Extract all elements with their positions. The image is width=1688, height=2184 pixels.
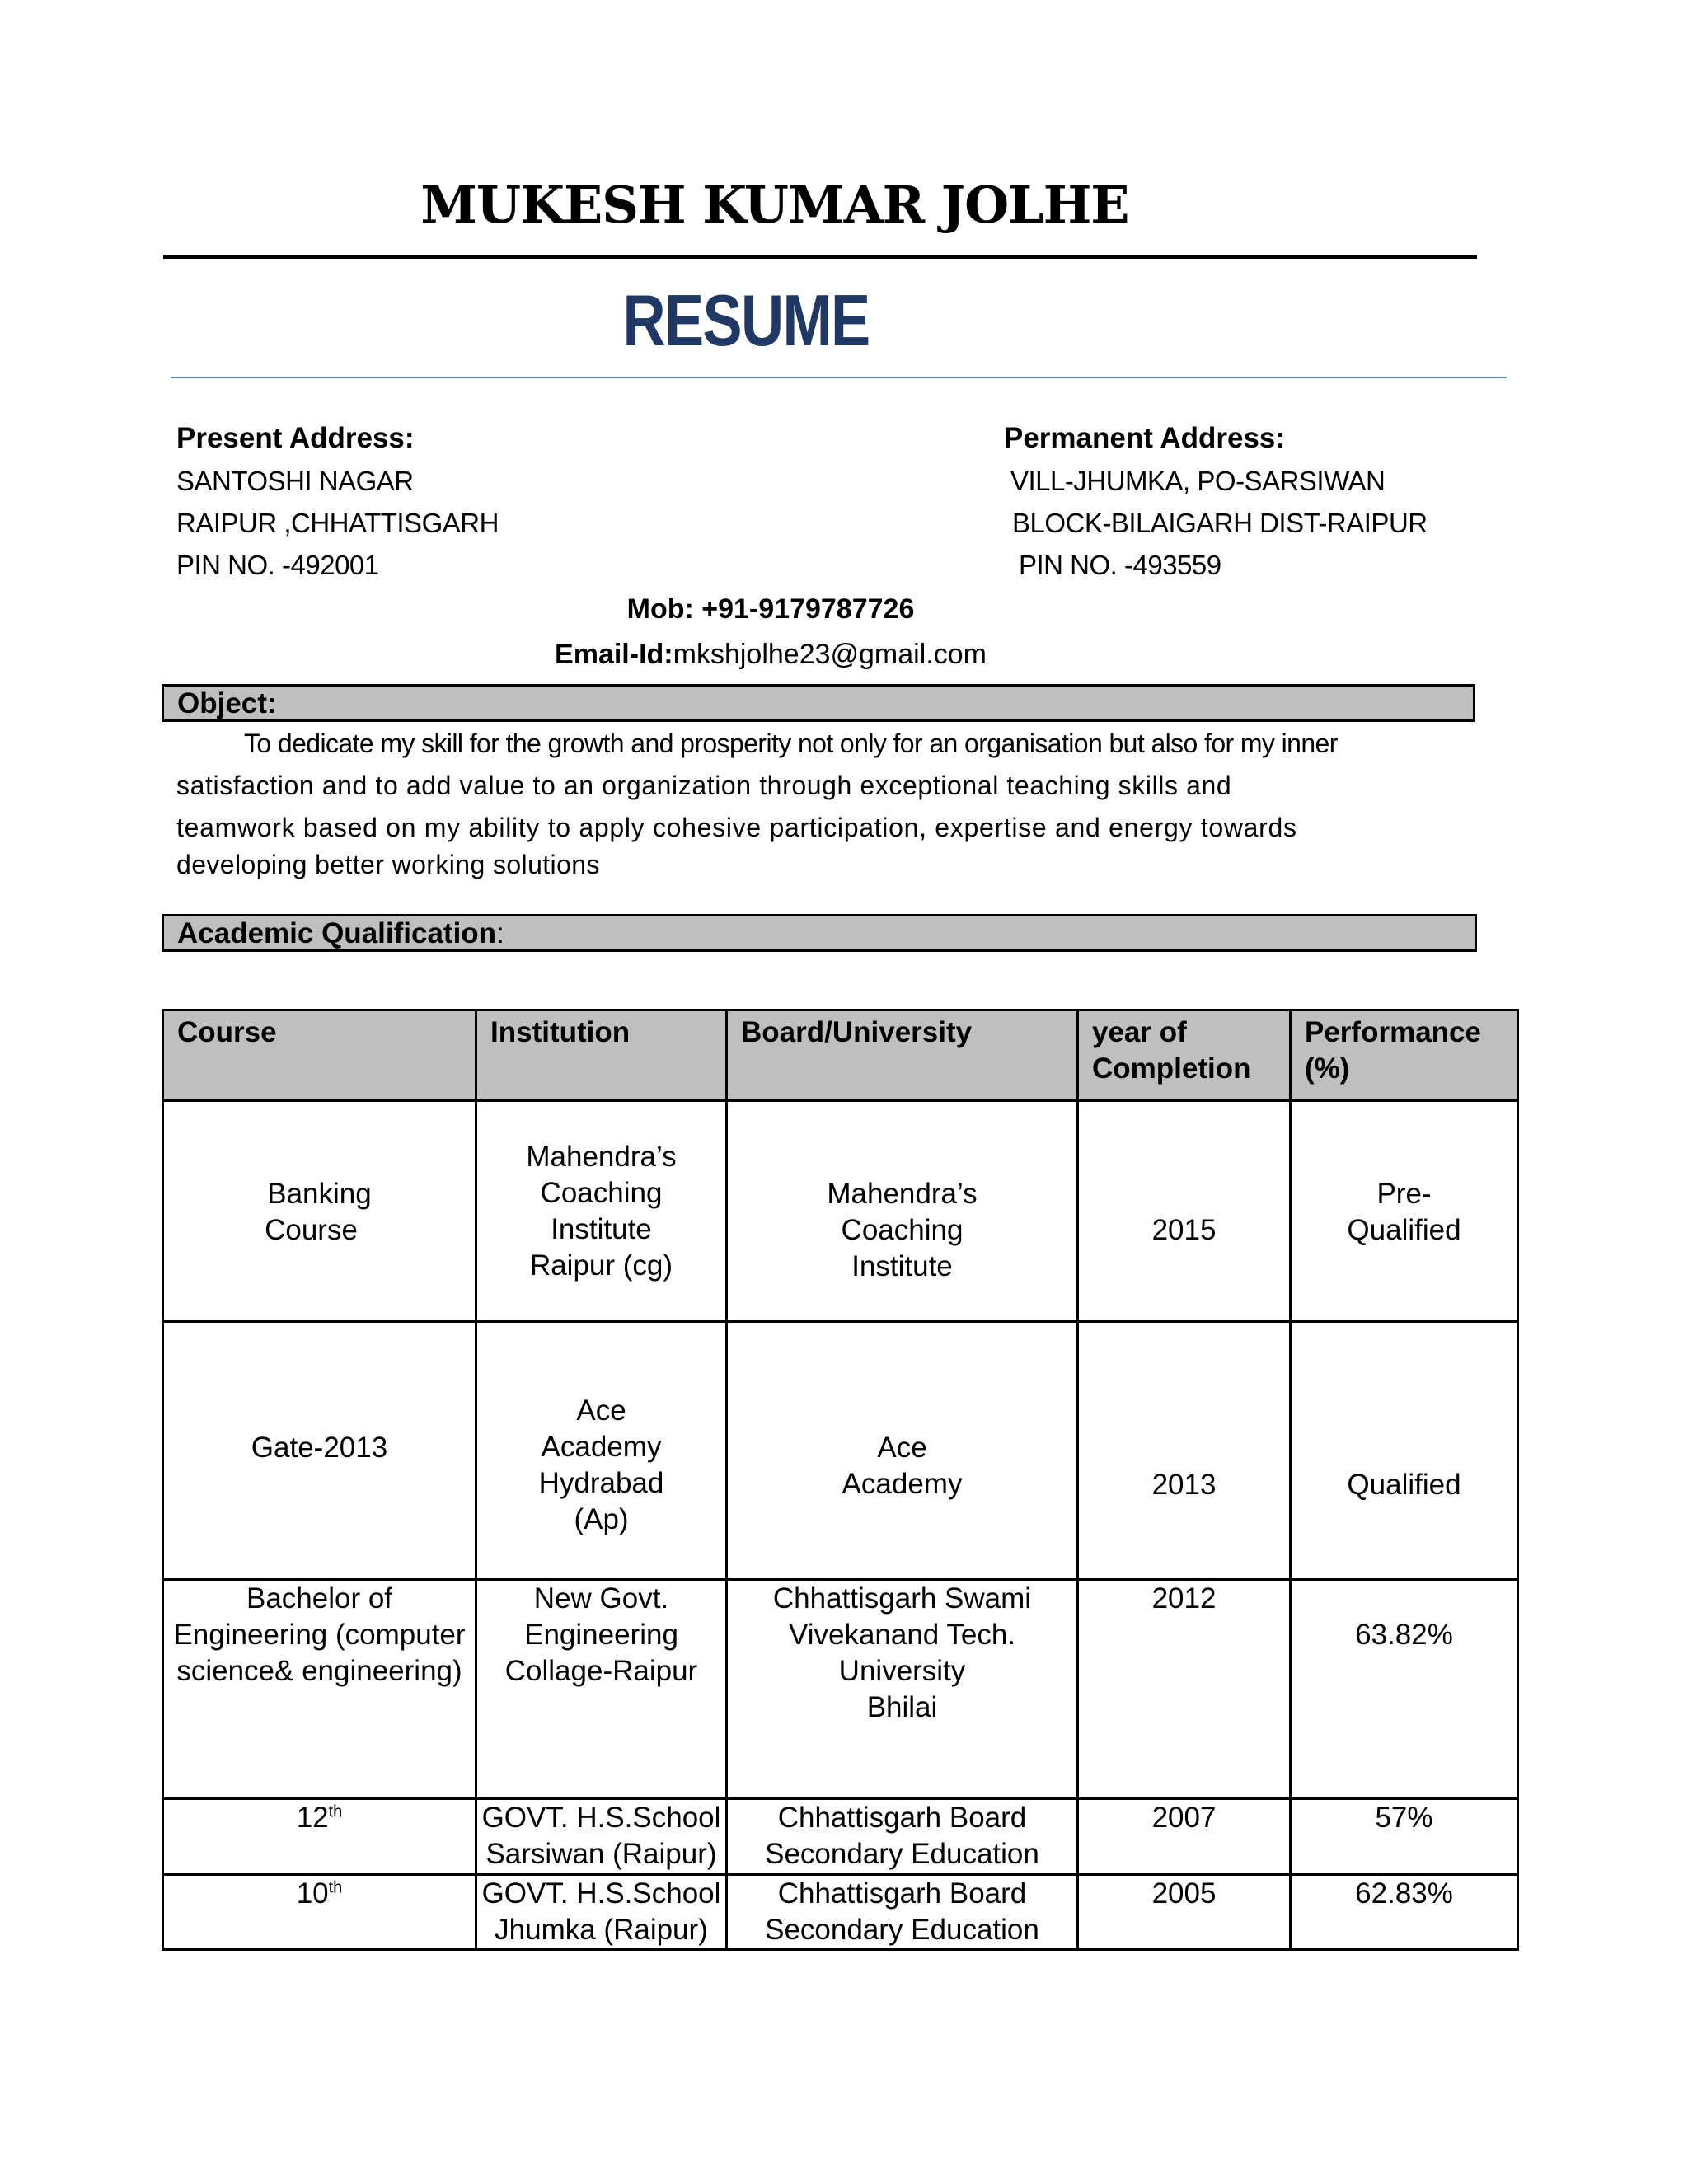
title-divider: [171, 377, 1507, 378]
cell-course: [163, 1875, 476, 1950]
cell-line: 2013: [1151, 1469, 1217, 1501]
cell-performance: [1291, 1580, 1518, 1799]
cell-line: Chhattisgarh Board: [777, 1877, 1027, 1910]
resume-title: RESUME: [622, 279, 870, 361]
cell-year: [1078, 1101, 1291, 1322]
cell-institution: [476, 1322, 727, 1580]
table-row: [163, 1799, 1518, 1875]
cell-board: [727, 1875, 1078, 1950]
mobile-number: [0, 593, 1541, 626]
cell-year: [1078, 1322, 1291, 1580]
cell-line: Jhumka (Raipur): [495, 1914, 708, 1946]
cell-line: 63.82%: [1355, 1619, 1453, 1651]
cell-line: Vivekanand Tech.: [788, 1619, 1016, 1651]
cell-line: Academy: [842, 1468, 963, 1500]
cell-line: Engineering (computer: [173, 1619, 466, 1651]
mobile-label: Mob:: [626, 593, 694, 625]
cell-board: [727, 1101, 1078, 1322]
cell-line: (Ap): [574, 1503, 629, 1535]
objective-heading: Object:: [177, 687, 277, 719]
email-label: Email-Id:: [555, 639, 673, 670]
present-address-heading: Present Address:: [176, 422, 415, 454]
academic-table: [162, 1009, 1519, 1951]
present-address-line: RAIPUR ,CHHATTISGARH: [176, 508, 499, 538]
header-divider: [163, 255, 1477, 259]
objective-heading-bar: [162, 684, 1475, 722]
cell-line: Course: [265, 1214, 358, 1246]
email-address: [0, 639, 1541, 671]
cell-course: [163, 1580, 476, 1799]
cell-line: [164, 1876, 475, 1912]
column-header-board: Board/University: [727, 1010, 1078, 1101]
course-ordinal: th: [328, 1802, 343, 1821]
cell-line: Ace: [877, 1432, 927, 1464]
mobile-value: +91-9179787726: [693, 593, 915, 625]
cell-line: Raipur (cg): [529, 1249, 673, 1282]
cell-line: 62.83%: [1355, 1877, 1453, 1910]
cell-year: [1078, 1580, 1291, 1799]
cell-line: Mahendra’s: [526, 1141, 677, 1173]
cell-board: [727, 1799, 1078, 1875]
academic-heading-colon: :: [496, 917, 504, 949]
cell-year: [1078, 1875, 1291, 1950]
cell-line: Ace: [576, 1394, 626, 1427]
table-row: [163, 1322, 1518, 1580]
cell-line: New Govt.: [533, 1582, 669, 1615]
objective-line: teamwork based on my ability to apply cohesive participation, expertise and energy towards: [176, 813, 1297, 842]
cell-line: GOVT. H.S.School: [481, 1877, 721, 1910]
cell-line: Institute: [851, 1250, 953, 1282]
permanent-address-line: PIN NO. -493559: [1019, 550, 1221, 580]
table-row: [163, 1101, 1518, 1322]
candidate-name: MUKESH KUMAR JOLHE: [420, 175, 1129, 235]
cell-line: Secondary Education: [765, 1838, 1039, 1870]
cell-performance: [1291, 1799, 1518, 1875]
cell-line: Coaching: [841, 1214, 964, 1246]
course-number: 10: [296, 1877, 329, 1910]
cell-line: GOVT. H.S.School: [481, 1802, 721, 1834]
cell-line: Chhattisgarh Swami: [772, 1582, 1032, 1615]
column-header-institution: Institution: [476, 1010, 727, 1101]
cell-performance: [1291, 1875, 1518, 1950]
cell-institution: [476, 1875, 727, 1950]
cell-line: [164, 1800, 475, 1836]
cell-line: 2007: [1151, 1802, 1217, 1834]
cell-line: 2015: [1151, 1214, 1217, 1246]
email-value: mkshjolhe23@gmail.com: [673, 639, 987, 670]
cell-line: Qualified: [1347, 1469, 1461, 1501]
cell-line: University: [838, 1655, 966, 1687]
course-ordinal: th: [328, 1878, 343, 1897]
table-row: [163, 1580, 1518, 1799]
cell-line: Bhilai: [866, 1691, 938, 1723]
cell-line: Collage-Raipur: [504, 1655, 698, 1687]
cell-course: [163, 1799, 476, 1875]
cell-line: Institute: [551, 1213, 652, 1245]
objective-text: [176, 723, 1479, 886]
cell-line: Sarsiwan (Raipur): [485, 1838, 717, 1870]
cell-year: [1078, 1799, 1291, 1875]
cell-board: [727, 1580, 1078, 1799]
objective-line: To dedicate my skill for the growth and prosperity not only for an organisation but also for my inner: [244, 729, 1338, 758]
cell-line: 57%: [1375, 1802, 1433, 1834]
cell-board: [727, 1322, 1078, 1580]
cell-performance: [1291, 1101, 1518, 1322]
course-number: 12: [296, 1802, 329, 1834]
cell-line: Hydrabad: [538, 1467, 664, 1499]
cell-performance: [1291, 1322, 1518, 1580]
cell-line: Qualified: [1347, 1214, 1461, 1246]
cell-line: Pre-: [1376, 1178, 1432, 1210]
cell-line: Bachelor of: [246, 1582, 393, 1615]
column-header-performance: Performance (%): [1291, 1010, 1518, 1101]
academic-heading: Academic Qualification: [177, 917, 497, 949]
cell-institution: [476, 1580, 727, 1799]
cell-line: Academy: [541, 1431, 662, 1463]
permanent-address-line: VILL-JHUMKA, PO-SARSIWAN: [1010, 466, 1386, 496]
cell-line: Coaching: [540, 1177, 663, 1209]
present-address-line: PIN NO. -492001: [176, 550, 379, 580]
academic-heading-bar: [162, 914, 1477, 952]
cell-line: 2012: [1151, 1582, 1217, 1615]
table-row: [163, 1875, 1518, 1950]
cell-line: Chhattisgarh Board: [777, 1802, 1027, 1834]
present-address-line: SANTOSHI NAGAR: [176, 466, 414, 496]
permanent-address-line: BLOCK-BILAIGARH DIST-RAIPUR: [1012, 508, 1428, 538]
cell-course: [163, 1101, 476, 1322]
cell-institution: [476, 1799, 727, 1875]
column-header-course: Course: [163, 1010, 476, 1101]
permanent-address-heading: Permanent Address:: [1004, 422, 1286, 454]
cell-institution: [476, 1101, 727, 1322]
cell-line: Banking: [267, 1178, 372, 1210]
cell-line: Secondary Education: [765, 1914, 1039, 1946]
cell-line: Engineering: [524, 1619, 678, 1651]
cell-line: Mahendra’s: [827, 1178, 978, 1210]
objective-line: developing better working solutions: [176, 850, 600, 879]
cell-line: science& engineering): [176, 1655, 462, 1687]
cell-line: 2005: [1151, 1877, 1217, 1910]
objective-line: satisfaction and to add value to an organization through exceptional teaching skills and: [176, 771, 1232, 800]
cell-course: [163, 1322, 476, 1580]
table-header-row: [163, 1010, 1518, 1101]
cell-line: Gate-2013: [251, 1432, 388, 1464]
column-header-year: year of Completion: [1078, 1010, 1291, 1101]
